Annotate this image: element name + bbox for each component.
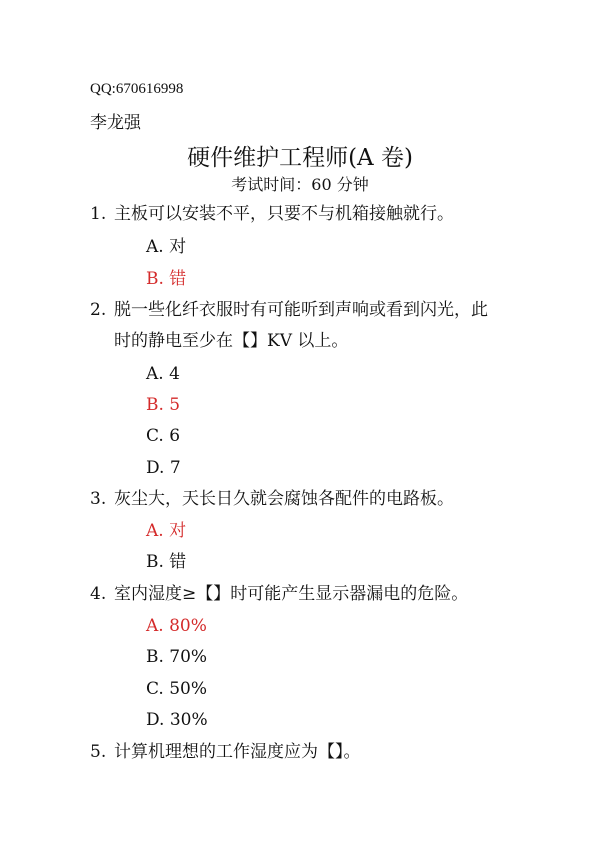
header-author-name: 李龙强 bbox=[90, 113, 141, 133]
question-number: 4. bbox=[90, 584, 107, 604]
question-1 bbox=[90, 203, 454, 225]
question-2-option-c: C. 6 bbox=[146, 426, 181, 446]
question-4-option-b: B. 70% bbox=[146, 647, 208, 667]
question-3-option-b: B. 错 bbox=[146, 552, 187, 572]
question-text: 计算机理想的工作湿度应为【】。 bbox=[114, 742, 361, 762]
question-text: 脱一些化纤衣服时有可能听到声响或看到闪光，此 bbox=[114, 300, 488, 320]
question-text: 主板可以安装不平，只要不与机箱接触就行。 bbox=[114, 204, 454, 224]
document-title: 硬件维护工程师(A 卷) bbox=[187, 145, 413, 171]
question-2-option-d: D. 7 bbox=[146, 458, 181, 478]
question-3 bbox=[90, 488, 454, 510]
question-text: 灰尘大，天长日久就会腐蚀各配件的电路板。 bbox=[114, 489, 454, 509]
question-2-continuation: 时的静电至少在【】KV 以上。 bbox=[114, 331, 349, 351]
question-3-option-a-correct: A. 对 bbox=[146, 521, 187, 541]
question-1-option-b-correct: B. 错 bbox=[146, 269, 187, 289]
question-4-option-d: D. 30% bbox=[146, 710, 208, 730]
question-1-option-a: A. 对 bbox=[146, 237, 187, 257]
question-4 bbox=[90, 583, 468, 605]
question-number: 1. bbox=[90, 204, 107, 224]
question-2-option-b-correct: B. 5 bbox=[146, 395, 181, 415]
question-5 bbox=[90, 741, 361, 763]
header-qq: QQ:670616998 bbox=[90, 81, 184, 97]
question-number: 2. bbox=[90, 300, 107, 320]
question-4-option-c: C. 50% bbox=[146, 679, 207, 699]
question-4-option-a-correct: A. 80% bbox=[146, 616, 207, 636]
question-2-option-a: A. 4 bbox=[146, 364, 180, 384]
question-2 bbox=[90, 299, 488, 321]
question-number: 5. bbox=[90, 742, 107, 762]
exam-time: 考试时间：60 分钟 bbox=[231, 175, 369, 194]
question-number: 3. bbox=[90, 489, 107, 509]
question-text: 室内湿度≥【】时可能产生显示器漏电的危险。 bbox=[114, 584, 469, 604]
